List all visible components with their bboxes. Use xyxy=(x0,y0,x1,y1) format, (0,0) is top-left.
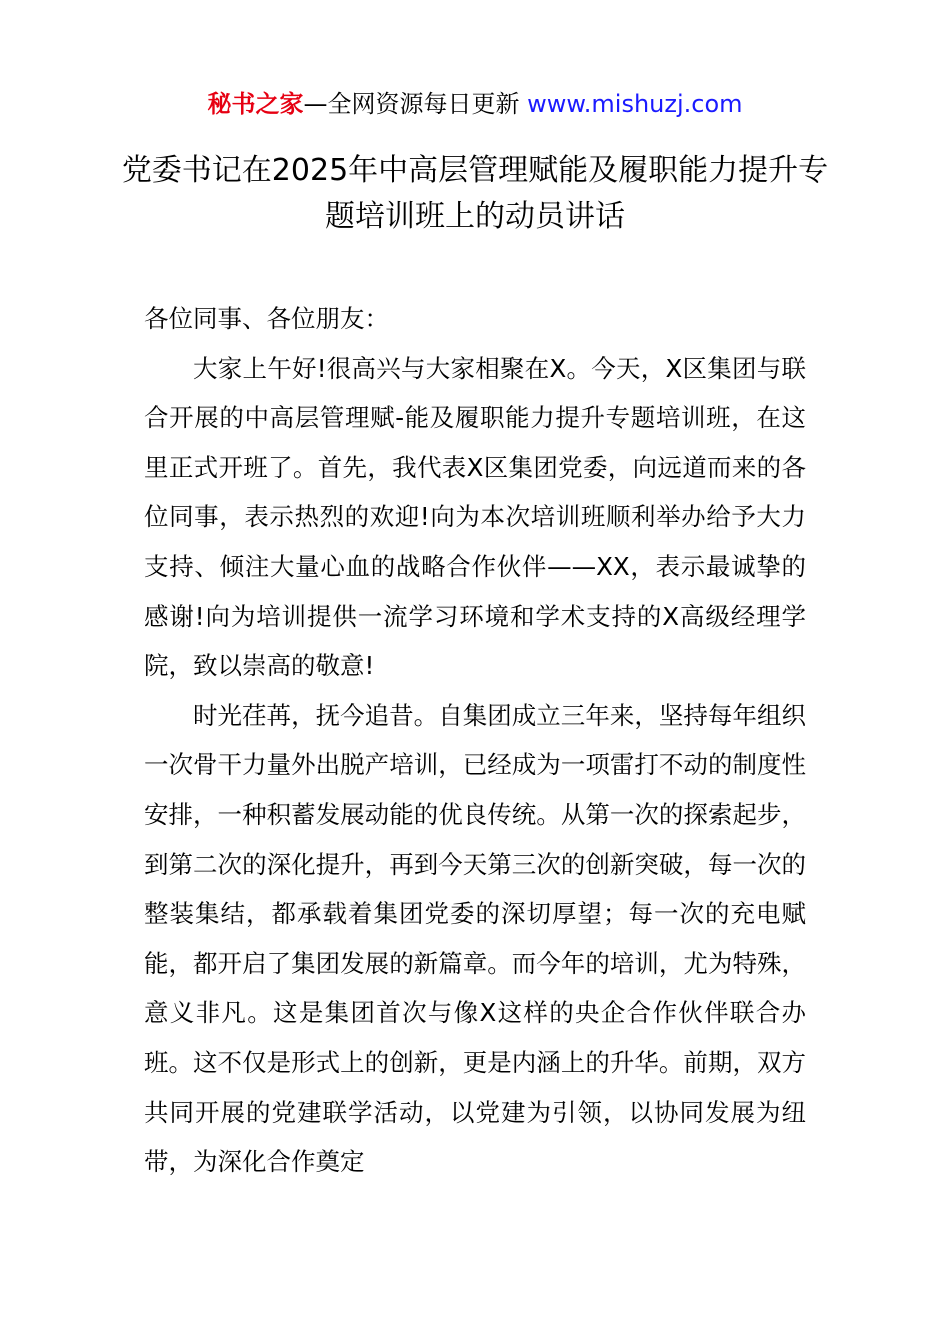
site-tagline: —全网资源每日更新 xyxy=(303,90,528,118)
paragraph: 时光荏苒，抚今追昔。自集团成立三年来，坚持每年组织一次骨干力量外出脱产培训，已经成为一项雷打不动的制度性安排，一种积蓄发展动能的优良传统。从第一次的探索起步，到第二次的深化提升，再到今天第三次的创新突破，每一次的整装集结，都承载着集团党委的深切厚望；每一次的充电赋能，都开启了集团发展的新篇章。而今年的培训，尤为特殊，意义非凡。这是集团首次与像X这样的央企合作伙伴联合办班。这不仅是形式上的创新，更是内涵上的升华。前期，双方共同开展的党建联学活动，以党建为引领，以协同发展为纽带，为深化合作奠定 xyxy=(144,700,806,1177)
document-title: 党委书记在2025年中高层管理赋能及履职能力提升专题培训班上的动员讲话 xyxy=(121,153,829,234)
paragraph: 大家上午好!很高兴与大家相聚在X。今天，X区集团与联合开展的中高层管理赋-能及履职能力提升专题培训班，在这里正式开班了。首先，我代表X区集团党委，向远道而来的各位同事，表示热烈的欢迎!向为本次培训班顺利举办给予大力支持、倾注大量心血的战略合作伙伴——XX，表示最诚挚的感谢!向为培训提供一流学习环境和学术支持的X高级经理学院，致以崇高的敬意! xyxy=(144,353,806,681)
site-url-link[interactable]: www.mishuzj.com xyxy=(527,90,743,118)
document-body xyxy=(144,294,806,1187)
site-brand: 秘书之家 xyxy=(207,90,304,118)
salutation: 各位同事、各位朋友： xyxy=(144,304,389,333)
site-header xyxy=(0,86,950,122)
